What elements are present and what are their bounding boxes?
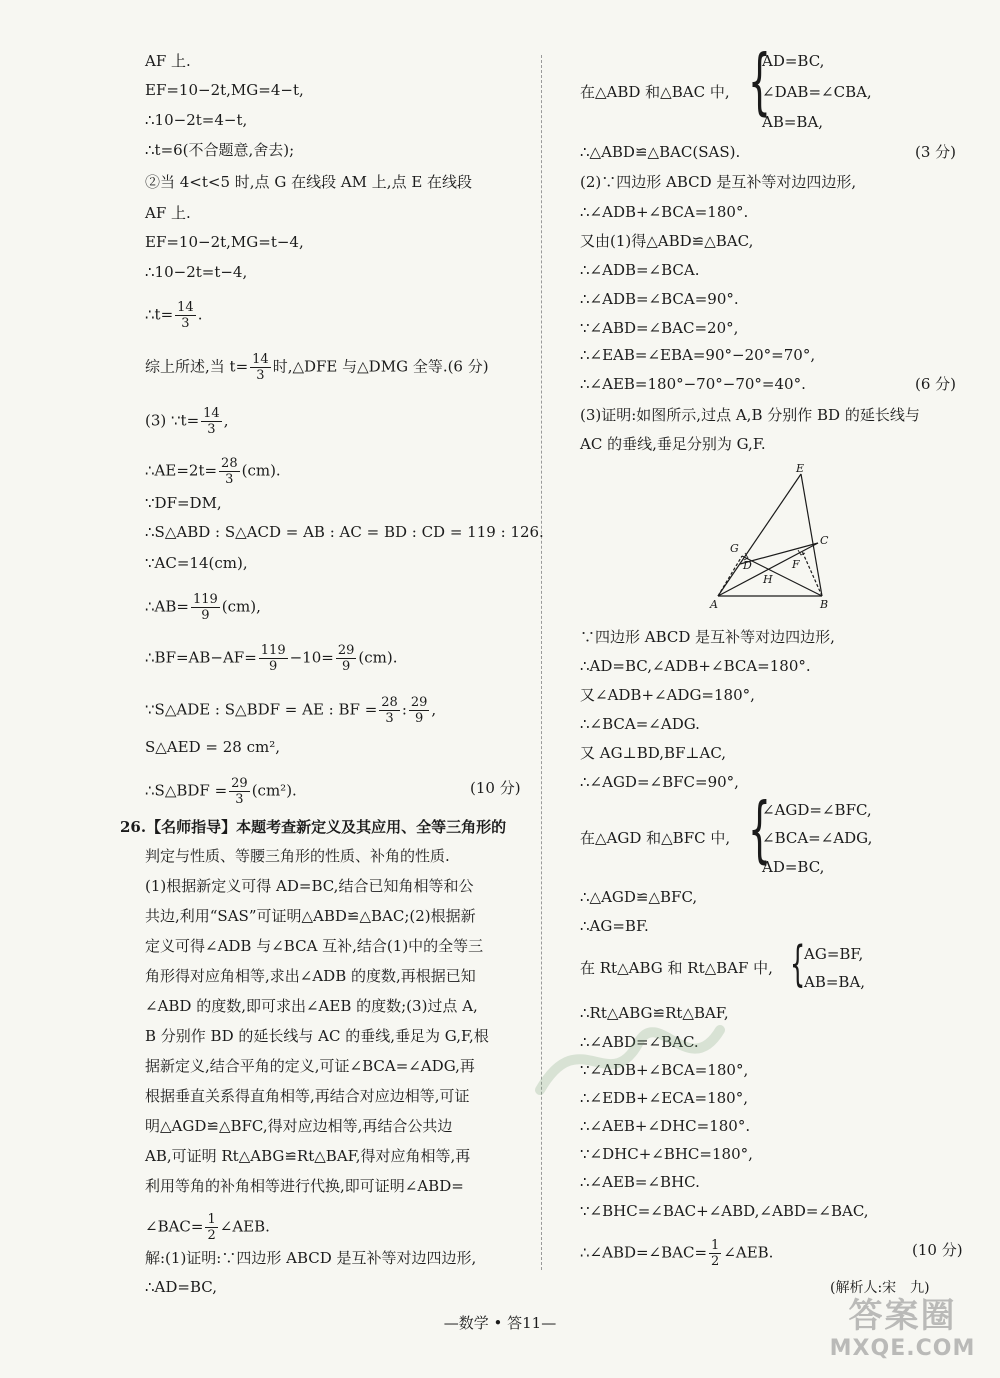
text-line: ∴∠EAB=∠EBA=90°−20°=70°, <box>580 346 816 364</box>
text-line: 判定与性质、等腰三角形的性质、补角的性质. <box>145 847 450 865</box>
numerator: 1 <box>711 1238 720 1253</box>
fraction <box>409 695 430 726</box>
text-line: ∴10−2t=4−t, <box>145 111 248 129</box>
label-d: D <box>743 559 752 572</box>
text-line: ∵DF=DM, <box>145 494 222 512</box>
denominator: 9 <box>415 711 424 726</box>
text-line: EF=10−2t,MG=t−4, <box>145 233 304 251</box>
label-e: E <box>796 462 805 475</box>
denominator: 3 <box>225 472 234 487</box>
watermark-logo-icon <box>520 1000 740 1120</box>
question-heading: 26.【名师指导】本题考查新定义及其应用、全等三角形的 <box>120 818 507 836</box>
denominator: 2 <box>207 1228 216 1243</box>
watermark-text: 答案圈 <box>848 1296 957 1336</box>
brace-symbol: { <box>790 936 806 992</box>
text-line: 据新定义,结合平角的定义,可证∠BCA=∠ADG,再 <box>145 1057 475 1075</box>
text-line: AF 上. <box>145 52 191 70</box>
text-line: AB=BA, <box>804 973 866 991</box>
fraction <box>709 1238 721 1269</box>
text-line: ∠AGD=∠BFC, <box>762 801 872 819</box>
text-line: ∴AD=BC, <box>145 1278 217 1296</box>
label-f: F <box>792 558 800 571</box>
numerator: 1 <box>207 1212 216 1227</box>
text-line: ∴∠AEB+∠DHC=180°. <box>580 1117 751 1135</box>
label-h: H <box>763 573 773 586</box>
text-line: ∴10−2t=t−4, <box>145 263 248 281</box>
text-line: 在△ABD 和△BAC 中, <box>580 83 730 101</box>
text-line: ∴∠AEB=∠BHC. <box>580 1173 700 1191</box>
formula-line <box>145 406 228 437</box>
text-line: AB=BA, <box>762 113 824 131</box>
denominator: 3 <box>385 711 394 726</box>
fraction <box>229 776 250 807</box>
text-line: ∴S△ABD : S△ACD = AB : AC = BD : CD = 119 : 126. <box>145 523 544 541</box>
text-line: EF=10−2t,MG=4−t, <box>145 81 304 99</box>
watermark-url: MXQE.COM <box>829 1336 976 1361</box>
text-line: ∴AD=BC,∠ADB+∠BCA=180°. <box>580 657 811 675</box>
label-a: A <box>710 598 718 611</box>
text-line: ∴△AGD≌△BFC, <box>580 888 698 906</box>
text-line: ∴△ABD≌△BAC(SAS). <box>580 143 741 161</box>
fraction <box>205 1212 217 1243</box>
text-segment: ∠AEB. <box>219 1217 270 1236</box>
numerator: 119 <box>192 592 218 607</box>
score-label: (6 分) <box>915 375 957 393</box>
text-line: B 分别作 BD 的延长线与 AC 的垂线,垂足为 G,F,根 <box>145 1027 489 1045</box>
text-line: AF 上. <box>145 204 191 222</box>
text-line: (2)∵四边形 ABCD 是互补等对边四边形, <box>580 173 857 191</box>
numerator: 28 <box>221 456 238 471</box>
score-label: (10 分) <box>470 779 521 797</box>
formula-line <box>145 456 281 487</box>
label-b: B <box>820 598 829 611</box>
text-line: ∴∠EDB+∠ECA=180°, <box>580 1089 748 1107</box>
watermark-stamp <box>810 1288 995 1374</box>
numerator: 29 <box>410 695 428 710</box>
formula-line <box>580 1238 773 1269</box>
fraction <box>201 406 222 437</box>
denominator: 2 <box>711 1254 720 1269</box>
text-line: 又∠ADB+∠ADG=180°, <box>580 686 755 704</box>
text-line: ∴∠ADB=∠BCA. <box>580 261 700 279</box>
text-segment: (3) ∵t= <box>145 411 200 430</box>
text-segment: ∴AB= <box>145 597 189 616</box>
text-line: ∠ABD 的度数,即可求出∠AEB 的度数;(3)过点 A, <box>145 997 478 1015</box>
formula-line <box>145 592 261 623</box>
numerator: 29 <box>337 643 355 658</box>
text-line: ∠BCA=∠ADG, <box>762 829 873 847</box>
text-segment: ∴BF=AB−AF= <box>145 648 257 667</box>
text-segment: 时,△DFE 与△DMG 全等.(6 分) <box>272 357 489 376</box>
numerator: 29 <box>231 776 248 791</box>
denominator: 9 <box>341 659 351 674</box>
numerator: 28 <box>381 695 398 710</box>
text-segment: , <box>223 411 229 430</box>
text-line: ∴Rt△ABG≌Rt△BAF, <box>580 1004 729 1022</box>
text-line: ∴AG=BF. <box>580 917 649 935</box>
text-line: (1)根据新定义可得 AD=BC,结合已知角相等和公 <box>145 877 474 895</box>
formula-line <box>145 1212 270 1243</box>
text-line: ∴∠AEB=180°−70°−70°=40°. <box>580 375 806 393</box>
text-line: ∴∠ADB+∠BCA=180°. <box>580 203 749 221</box>
text-line: 共边,利用“SAS”可证明△ABD≌△BAC;(2)根据新 <box>145 907 476 925</box>
text-line: 定义可得∠ADB 与∠BCA 互补,结合(1)中的全等三 <box>145 937 484 955</box>
fraction <box>250 352 271 383</box>
text-line: ∴∠ABD=∠BAC. <box>580 1033 699 1051</box>
text-line: ∵四边形 ABCD 是互补等对边四边形, <box>580 628 835 646</box>
text-segment: (cm²). <box>251 781 297 800</box>
text-segment: −10= <box>289 648 334 667</box>
text-line: ∵∠ADB+∠BCA=180°, <box>580 1061 749 1079</box>
text-line: 解:(1)证明:∵四边形 ABCD 是互补等对边四边形, <box>145 1249 477 1267</box>
text-line: ∵∠DHC+∠BHC=180°, <box>580 1145 753 1163</box>
formula-line <box>145 695 436 726</box>
author-credit: (解析人:宋 九) <box>830 1280 930 1296</box>
fraction <box>175 300 196 331</box>
formula-line <box>145 643 398 674</box>
denominator: 3 <box>235 792 244 807</box>
text-line: ∵∠ABD=∠BAC=20°, <box>580 319 739 337</box>
text-segment: (cm). <box>358 648 398 667</box>
brace-symbol: { <box>748 787 771 871</box>
text-line: AD=BC, <box>762 858 825 876</box>
denominator: 3 <box>256 368 265 383</box>
numerator: 14 <box>252 352 269 367</box>
text-segment: ∵S△ADE : S△BDF = AE : BF = <box>145 700 378 719</box>
text-line: AC 的垂线,垂足分别为 G,F. <box>580 435 766 453</box>
numerator: 14 <box>203 406 220 421</box>
text-line: 在 Rt△ABG 和 Rt△BAF 中, <box>580 959 773 977</box>
text-line: AD=BC, <box>762 52 825 70</box>
fraction <box>336 643 357 674</box>
formula-line <box>145 300 202 331</box>
denominator: 3 <box>181 316 190 331</box>
segment-ae <box>718 474 801 596</box>
text-segment: : <box>401 700 407 719</box>
segment-bf-dashed <box>802 551 822 596</box>
text-line: 又 AG⊥BD,BF⊥AC, <box>580 744 727 762</box>
text-line: ∴∠BCA=∠ADG. <box>580 715 700 733</box>
fraction <box>219 456 240 487</box>
denominator: 3 <box>207 422 216 437</box>
text-line: 又由(1)得△ABD≌△BAC, <box>580 232 754 250</box>
text-line: ∵AC=14(cm), <box>145 554 248 572</box>
text-line: 在△AGD 和△BFC 中, <box>580 829 731 847</box>
denominator: 9 <box>269 659 278 674</box>
segment-be <box>801 474 822 596</box>
text-line: (3)证明:如图所示,过点 A,B 分别作 BD 的延长线与 <box>580 406 920 424</box>
text-segment: ∠AEB. <box>723 1243 774 1262</box>
text-line: 利用等角的补角相等进行代换,即可证明∠ABD= <box>145 1177 464 1195</box>
score-label: (3 分) <box>915 143 957 161</box>
text-segment: ∴t= <box>145 305 174 324</box>
text-segment: 综上所述,当 t= <box>145 357 249 376</box>
brace-symbol: { <box>748 39 771 123</box>
text-segment: (cm). <box>241 461 281 480</box>
text-segment: ∴S△BDF = <box>145 781 228 800</box>
denominator: 9 <box>201 608 210 623</box>
text-line: AG=BF, <box>804 945 864 963</box>
page-footer: —数学 • 答11— <box>443 1314 557 1332</box>
text-line: ∴t=6(不合题意,舍去); <box>145 141 295 159</box>
fraction <box>259 643 288 674</box>
text-line: 角形得对应角相等,求出∠ADB 的度数,再根据已知 <box>145 967 476 985</box>
text-line: ∠DAB=∠CBA, <box>762 83 872 101</box>
text-segment: , <box>431 700 437 719</box>
text-line: 根据垂直关系得直角相等,再结合对应边相等,可证 <box>145 1087 470 1105</box>
fraction <box>379 695 400 726</box>
text-line: S△AED = 28 cm², <box>145 738 280 756</box>
geometry-figure <box>700 462 840 612</box>
text-line: ∴∠ADB=∠BCA=90°. <box>580 290 739 308</box>
numerator: 119 <box>260 643 286 658</box>
formula-line <box>145 776 297 807</box>
text-line: ∵∠BHC=∠BAC+∠ABD,∠ABD=∠BAC, <box>580 1202 869 1220</box>
numerator: 14 <box>177 300 194 315</box>
text-line: 明△AGD≌△BFC,得对应边相等,再结合公共边 <box>145 1117 453 1135</box>
score-label: (10 分) <box>912 1241 963 1259</box>
fraction <box>191 592 220 623</box>
text-line: AB,可证明 Rt△ABG≌Rt△BAF,得对应角相等,再 <box>145 1147 471 1165</box>
text-segment: ∠BAC= <box>145 1217 204 1236</box>
text-line: ∴∠AGD=∠BFC=90°, <box>580 773 739 791</box>
text-segment: ∴∠ABD=∠BAC= <box>580 1243 708 1262</box>
formula-line <box>145 352 489 383</box>
text-line: ②当 4<t<5 时,点 G 在线段 AM 上,点 E 在线段 <box>145 173 473 191</box>
text-segment: . <box>197 305 203 324</box>
text-segment: (cm), <box>221 597 261 616</box>
text-segment: ∴AE=2t= <box>145 461 218 480</box>
label-c: C <box>820 534 829 547</box>
label-g: G <box>730 542 739 555</box>
